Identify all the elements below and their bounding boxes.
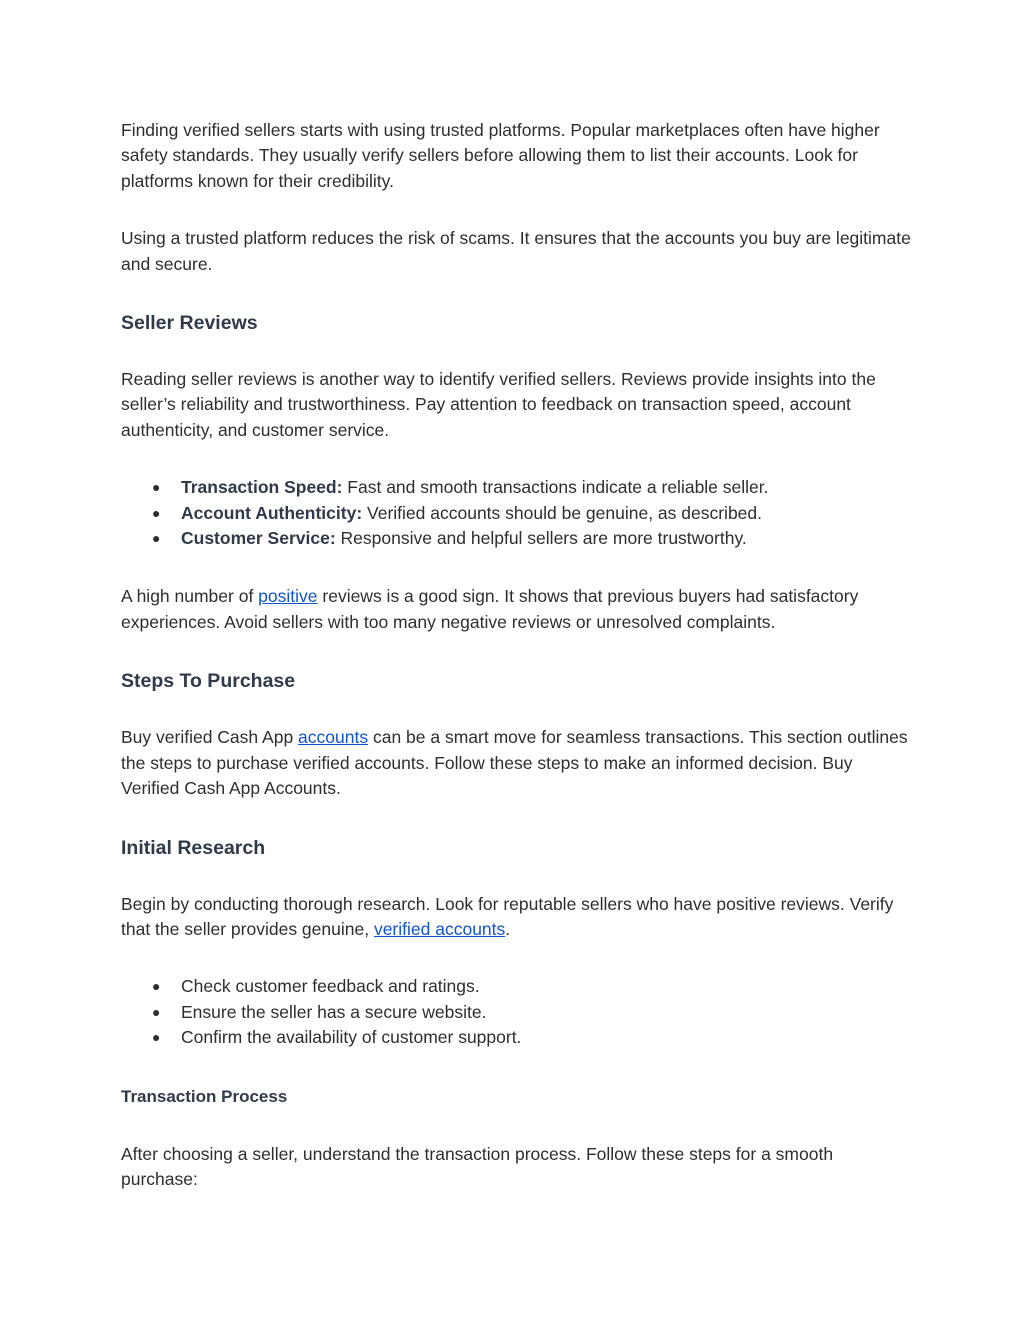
bullet-icon: ● — [152, 1003, 161, 1020]
heading-transaction-process: Transaction Process — [121, 1086, 288, 1106]
heading-seller-reviews: Seller Reviews — [121, 312, 258, 335]
research-checklist — [121, 974, 911, 1050]
paragraph-text: Begin by conducting thorough research. Look for reputable sellers who have positive reviews. Verify that the seller provides genuine, — [121, 893, 894, 939]
paragraph-text: . — [505, 918, 511, 939]
list-item — [121, 475, 911, 500]
paragraph-text: Buy verified Cash App — [121, 727, 299, 748]
bullet-text: Check customer feedback and ratings. — [181, 976, 480, 997]
bullet-icon: ● — [152, 479, 161, 496]
positive-link[interactable]: positive — [258, 586, 318, 607]
paragraph-text: reviews is a good sign. It shows that previous buyers had satisfactory experiences. Avoid sellers with too many negative reviews or unresolved complaints. — [121, 586, 859, 632]
bullet-label: Account Authenticity: — [181, 502, 363, 523]
bullet-text: Verified accounts should be genuine, as described. — [362, 502, 763, 523]
accounts-link[interactable]: accounts — [298, 727, 369, 748]
document-page — [121, 118, 911, 1192]
bullet-text: Confirm the availability of customer support. — [181, 1027, 522, 1048]
heading-steps-to-purchase: Steps To Purchase — [121, 670, 296, 693]
review-criteria-list — [121, 475, 911, 551]
bullet-text: Fast and smooth transactions indicate a reliable seller. — [342, 477, 769, 498]
list-item — [121, 1000, 911, 1025]
bullet-text: Ensure the seller has a secure website. — [181, 1001, 487, 1022]
bullet-icon: ● — [152, 504, 161, 521]
paragraph-transaction-process: After choosing a seller, understand the transaction process. Follow these steps for a smooth purchase: — [121, 1143, 834, 1189]
verified-accounts-link[interactable]: verified accounts — [373, 918, 506, 939]
list-item — [121, 974, 911, 999]
heading-initial-research: Initial Research — [121, 836, 266, 859]
paragraph-text: A high number of — [121, 586, 259, 607]
list-item — [121, 1025, 911, 1050]
bullet-icon: ● — [152, 530, 161, 547]
bullet-label: Transaction Speed: — [181, 477, 343, 498]
bullet-icon: ● — [152, 978, 161, 995]
paragraph-trusted-platforms: Finding verified sellers starts with using trusted platforms. Popular marketplaces often have higher safety standards. They usually verify sellers before allowing them to list their accounts. Look for platforms known for their credibility. — [121, 120, 880, 191]
bullet-label: Customer Service: — [181, 528, 336, 549]
bullet-text: Responsive and helpful sellers are more trustworthy. — [335, 528, 747, 549]
paragraph-buy-verified — [121, 725, 911, 801]
paragraph-text: can be a smart move for seamless transactions. This section outlines the steps to purchase verified accounts. Follow these steps to make an informed decision. Buy Verified Cash App Accounts. — [121, 727, 908, 799]
list-item — [121, 526, 911, 551]
paragraph-trusted-platform-risk: Using a trusted platform reduces the risk of scams. It ensures that the accounts you buy are legitimate and secure. — [121, 228, 911, 274]
list-item — [121, 501, 911, 526]
paragraph-initial-research — [121, 892, 911, 943]
paragraph-seller-reviews: Reading seller reviews is another way to identify verified sellers. Reviews provide insights into the seller’s reliability and trustworthiness. Pay attention to feedback on transaction speed, account authenticity, and customer service. — [121, 369, 876, 440]
paragraph-positive-reviews — [121, 584, 911, 635]
bullet-icon: ● — [152, 1029, 161, 1046]
